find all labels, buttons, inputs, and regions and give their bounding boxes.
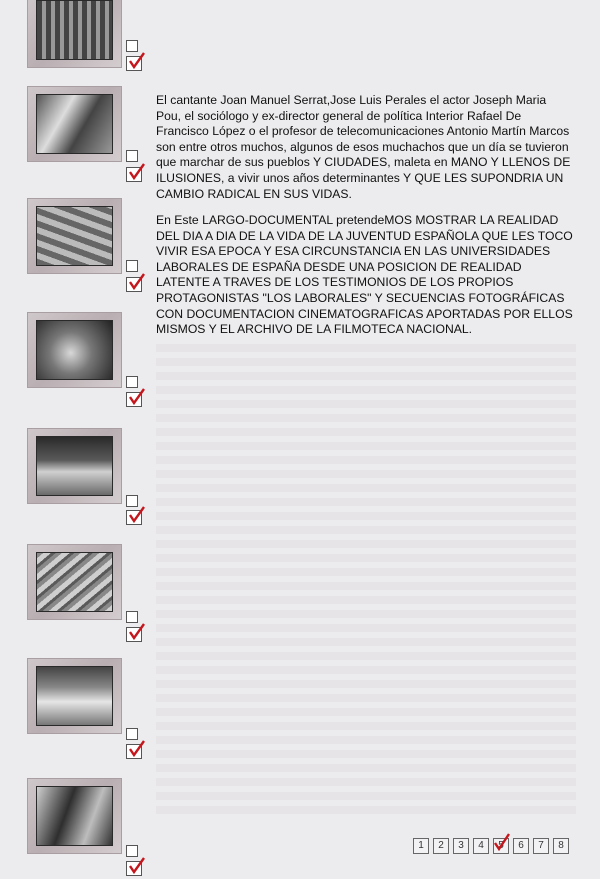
unchecked-box[interactable] bbox=[126, 728, 138, 740]
page-button-8[interactable]: 8 bbox=[553, 838, 569, 854]
current-page-check-icon bbox=[493, 832, 511, 852]
checked-box[interactable] bbox=[126, 56, 142, 71]
photo-frame-1 bbox=[27, 0, 122, 68]
check-mark-icon bbox=[128, 506, 146, 524]
unchecked-box[interactable] bbox=[126, 376, 138, 388]
photo-frame-8 bbox=[27, 778, 122, 854]
photo-2 bbox=[36, 94, 113, 154]
photo-frame-3 bbox=[27, 198, 122, 274]
checked-box[interactable] bbox=[126, 627, 142, 642]
checked-box[interactable] bbox=[126, 392, 142, 407]
checked-box[interactable] bbox=[126, 277, 142, 292]
page-button-6[interactable]: 6 bbox=[513, 838, 529, 854]
faded-text-area bbox=[156, 340, 576, 820]
page-button-4[interactable]: 4 bbox=[473, 838, 489, 854]
checked-box[interactable] bbox=[126, 744, 142, 759]
check-mark-icon bbox=[128, 52, 146, 70]
photo-frame-5 bbox=[27, 428, 122, 504]
page-button-5-label: 5 bbox=[498, 840, 504, 851]
photo-3 bbox=[36, 206, 113, 266]
checked-box[interactable] bbox=[126, 861, 142, 876]
paragraph-intro: El cantante Joan Manuel Serrat,Jose Luis Perales el actor Joseph Maria Pou, el sociólogo y ex-director general de política Interior Rafael De Francisco López o el profesor de telecomunicaciones Antonio Martín Marcos son entre otros muchos, algunos de esos muchachos que un día se tuvieron que marchar de sus pueblos Y CIUDADES, maleta en MANO Y LLENOS DE ILUSIONES, a vivir unos años determinantes Y QUE LES SUPONDRIA UN CAMBIO RADICAL EN SUS VIDAS. bbox=[156, 93, 571, 201]
photo-frame-7 bbox=[27, 658, 122, 734]
photo-frame-6 bbox=[27, 544, 122, 620]
check-mark-icon bbox=[128, 857, 146, 875]
check-mark-icon bbox=[128, 388, 146, 406]
pagination bbox=[413, 838, 569, 854]
unchecked-box[interactable] bbox=[126, 260, 138, 272]
check-mark-icon bbox=[128, 273, 146, 291]
paragraph-documental: En Este LARGO-DOCUMENTAL pretendeMOS MOSTRAR LA REALIDAD DEL DIA A DIA DE LA VIDA DE LA JUVENTUD ESPAÑOLA QUE LES TOCO VIVIR ESA EPOCA Y ESA CIRCUNSTANCIA EN LAS UNIVERSIDADES LABORALES DE ESPAÑA DESDE UNA POSICION DE REALIDAD LATENTE A TRAVES DE LOS TESTIMONIOS DE LOS PROPIOS PROTAGONISTAS "LOS LABORALES" Y SECUENCIAS FOTOGRÁFICAS CON DOCUMENTACION CINEMATOGRAFICAS APORTADAS POR ELLOS MISMOS Y EL ARCHIVO DE LA FILMOTECA NACIONAL. bbox=[156, 213, 573, 337]
page-button-1[interactable]: 1 bbox=[413, 838, 429, 854]
checked-box[interactable] bbox=[126, 167, 142, 182]
unchecked-box[interactable] bbox=[126, 40, 138, 52]
unchecked-box[interactable] bbox=[126, 845, 138, 857]
photo-5 bbox=[36, 436, 113, 496]
page-button-2[interactable]: 2 bbox=[433, 838, 449, 854]
photo-4 bbox=[36, 320, 113, 380]
photo-frame-4 bbox=[27, 312, 122, 388]
photo-7 bbox=[36, 666, 113, 726]
page-button-3[interactable]: 3 bbox=[453, 838, 469, 854]
check-mark-icon bbox=[128, 163, 146, 181]
unchecked-box[interactable] bbox=[126, 150, 138, 162]
unchecked-box[interactable] bbox=[126, 611, 138, 623]
photo-8 bbox=[36, 786, 113, 846]
check-mark-icon bbox=[128, 623, 146, 641]
page-button-7[interactable]: 7 bbox=[533, 838, 549, 854]
photo-1 bbox=[36, 0, 113, 60]
photo-frame-2 bbox=[27, 86, 122, 162]
page-button-5[interactable] bbox=[493, 838, 509, 854]
checked-box[interactable] bbox=[126, 510, 142, 525]
check-mark-icon bbox=[128, 740, 146, 758]
photo-6 bbox=[36, 552, 113, 612]
